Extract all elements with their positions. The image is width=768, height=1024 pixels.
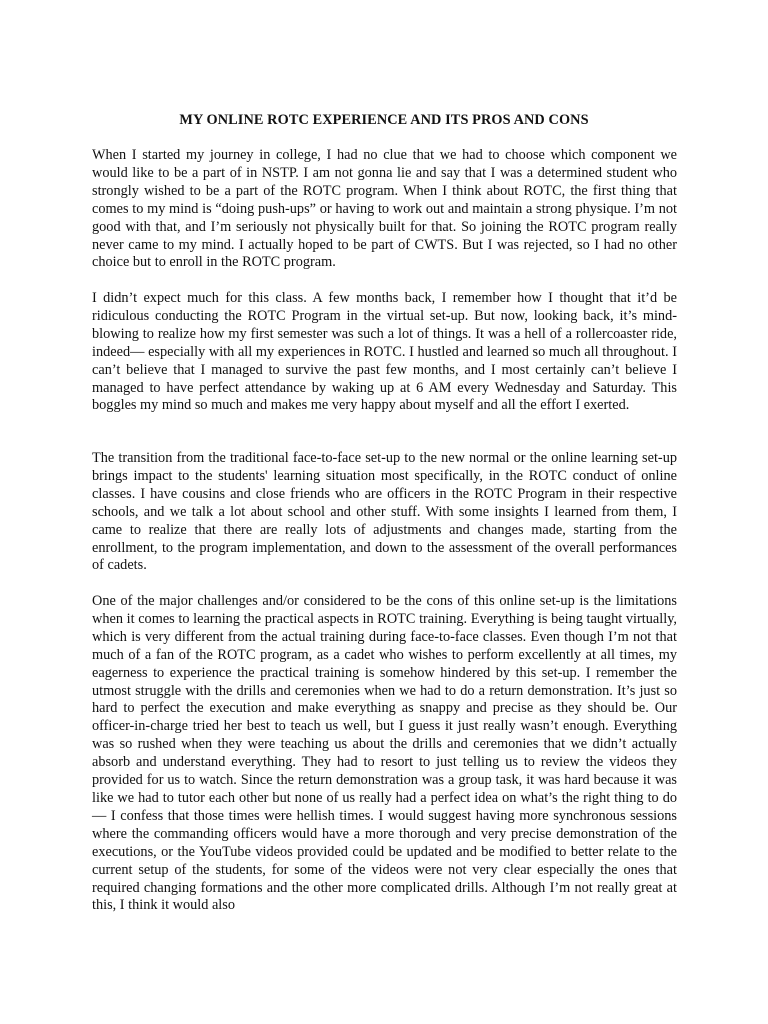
paragraph-1: When I started my journey in college, I had no clue that we had to choose which component we would like to be a part of in NSTP. I am not gonna lie and say that I was a determined student who strongly wished to be a part of the ROTC program. When I think about ROTC, the first thing that comes to my mind is “doing push-ups” or having to work out and maintain a strong physique. I’m not good with that, and I’m seriously not physically built for that. So joining the ROTC program really never came to my mind. I actually hoped to be part of CWTS. But I was rejected, so I had no other choice but to enroll in the ROTC program.	[92, 147, 677, 271]
paragraph-4: One of the major challenges and/or considered to be the cons of this online set-up is the limitations when it comes to learning the practical aspects in ROTC training. Everything is being taught virtually, which is very different from the actual training during face-to-face classes. Even though I’m not that much of a fan of the ROTC program, as a cadet who wishes to perform excellently at all times, my eagerness to experience the practical training is somehow hindered by this set-up. I remember the utmost struggle with the drills and ceremonies when we had to do a return demonstration. It’s just so hard to perfect the execution and make everything as snappy and precise as they should be. Our officer-in-charge tried her best to teach us well, but I guess it just really wasn’t enough. Everything was so rushed when they were teaching us about the drills and ceremonies that we didn’t actually absorb and understand everything. They had to resort to just telling us to review the videos they provided for us to watch. Since the return demonstration was a group task, it was hard because it was like we had to tutor each other but none of us really had a perfect idea on what’s the right thing to do — I confess that those times were hellish times. I would suggest having more synchronous sessions where the commanding officers would have a more thorough and very precise demonstration of the executions, or the YouTube videos provided could be updated and be modified to better relate to the current setup of the students, for some of the videos were not very clear especially the ones that required changing formations and the other more complicated drills. Although I’m not really great at this, I think it would also	[92, 593, 677, 914]
document-title: MY ONLINE ROTC EXPERIENCE AND ITS PROS AND CONS	[179, 112, 589, 128]
paragraph-3: The transition from the traditional face-to-face set-up to the new normal or the online learning set-up brings impact to the students' learning situation most specifically, in the ROTC conduct of online classes. I have cousins and close friends who are officers in the ROTC Program in their respective schools, and we talk a lot about school and other stuff. With some insights I learned from them, I came to realize that there are really lots of adjustments and changes made, starting from the enrollment, to the program implementation, and down to the assessment of the overall performances of cadets.	[92, 450, 677, 574]
paragraph-2: I didn’t expect much for this class. A few months back, I remember how I thought that it’d be ridiculous conducting the ROTC Program in the virtual set-up. But now, looking back, it’s mind-blowing to realize how my first semester was such a lot of things. It was a hell of a rollercoaster ride, indeed— especially with all my experiences in ROTC. I hustled and learned so much all throughout. I can’t believe that I managed to survive the past few months, and I most certainly can’t believe I managed to have perfect attendance by waking up at 6 AM every Wednesday and Saturday. This boggles my mind so much and makes me very happy about myself and all the effort I exerted.	[92, 290, 677, 414]
